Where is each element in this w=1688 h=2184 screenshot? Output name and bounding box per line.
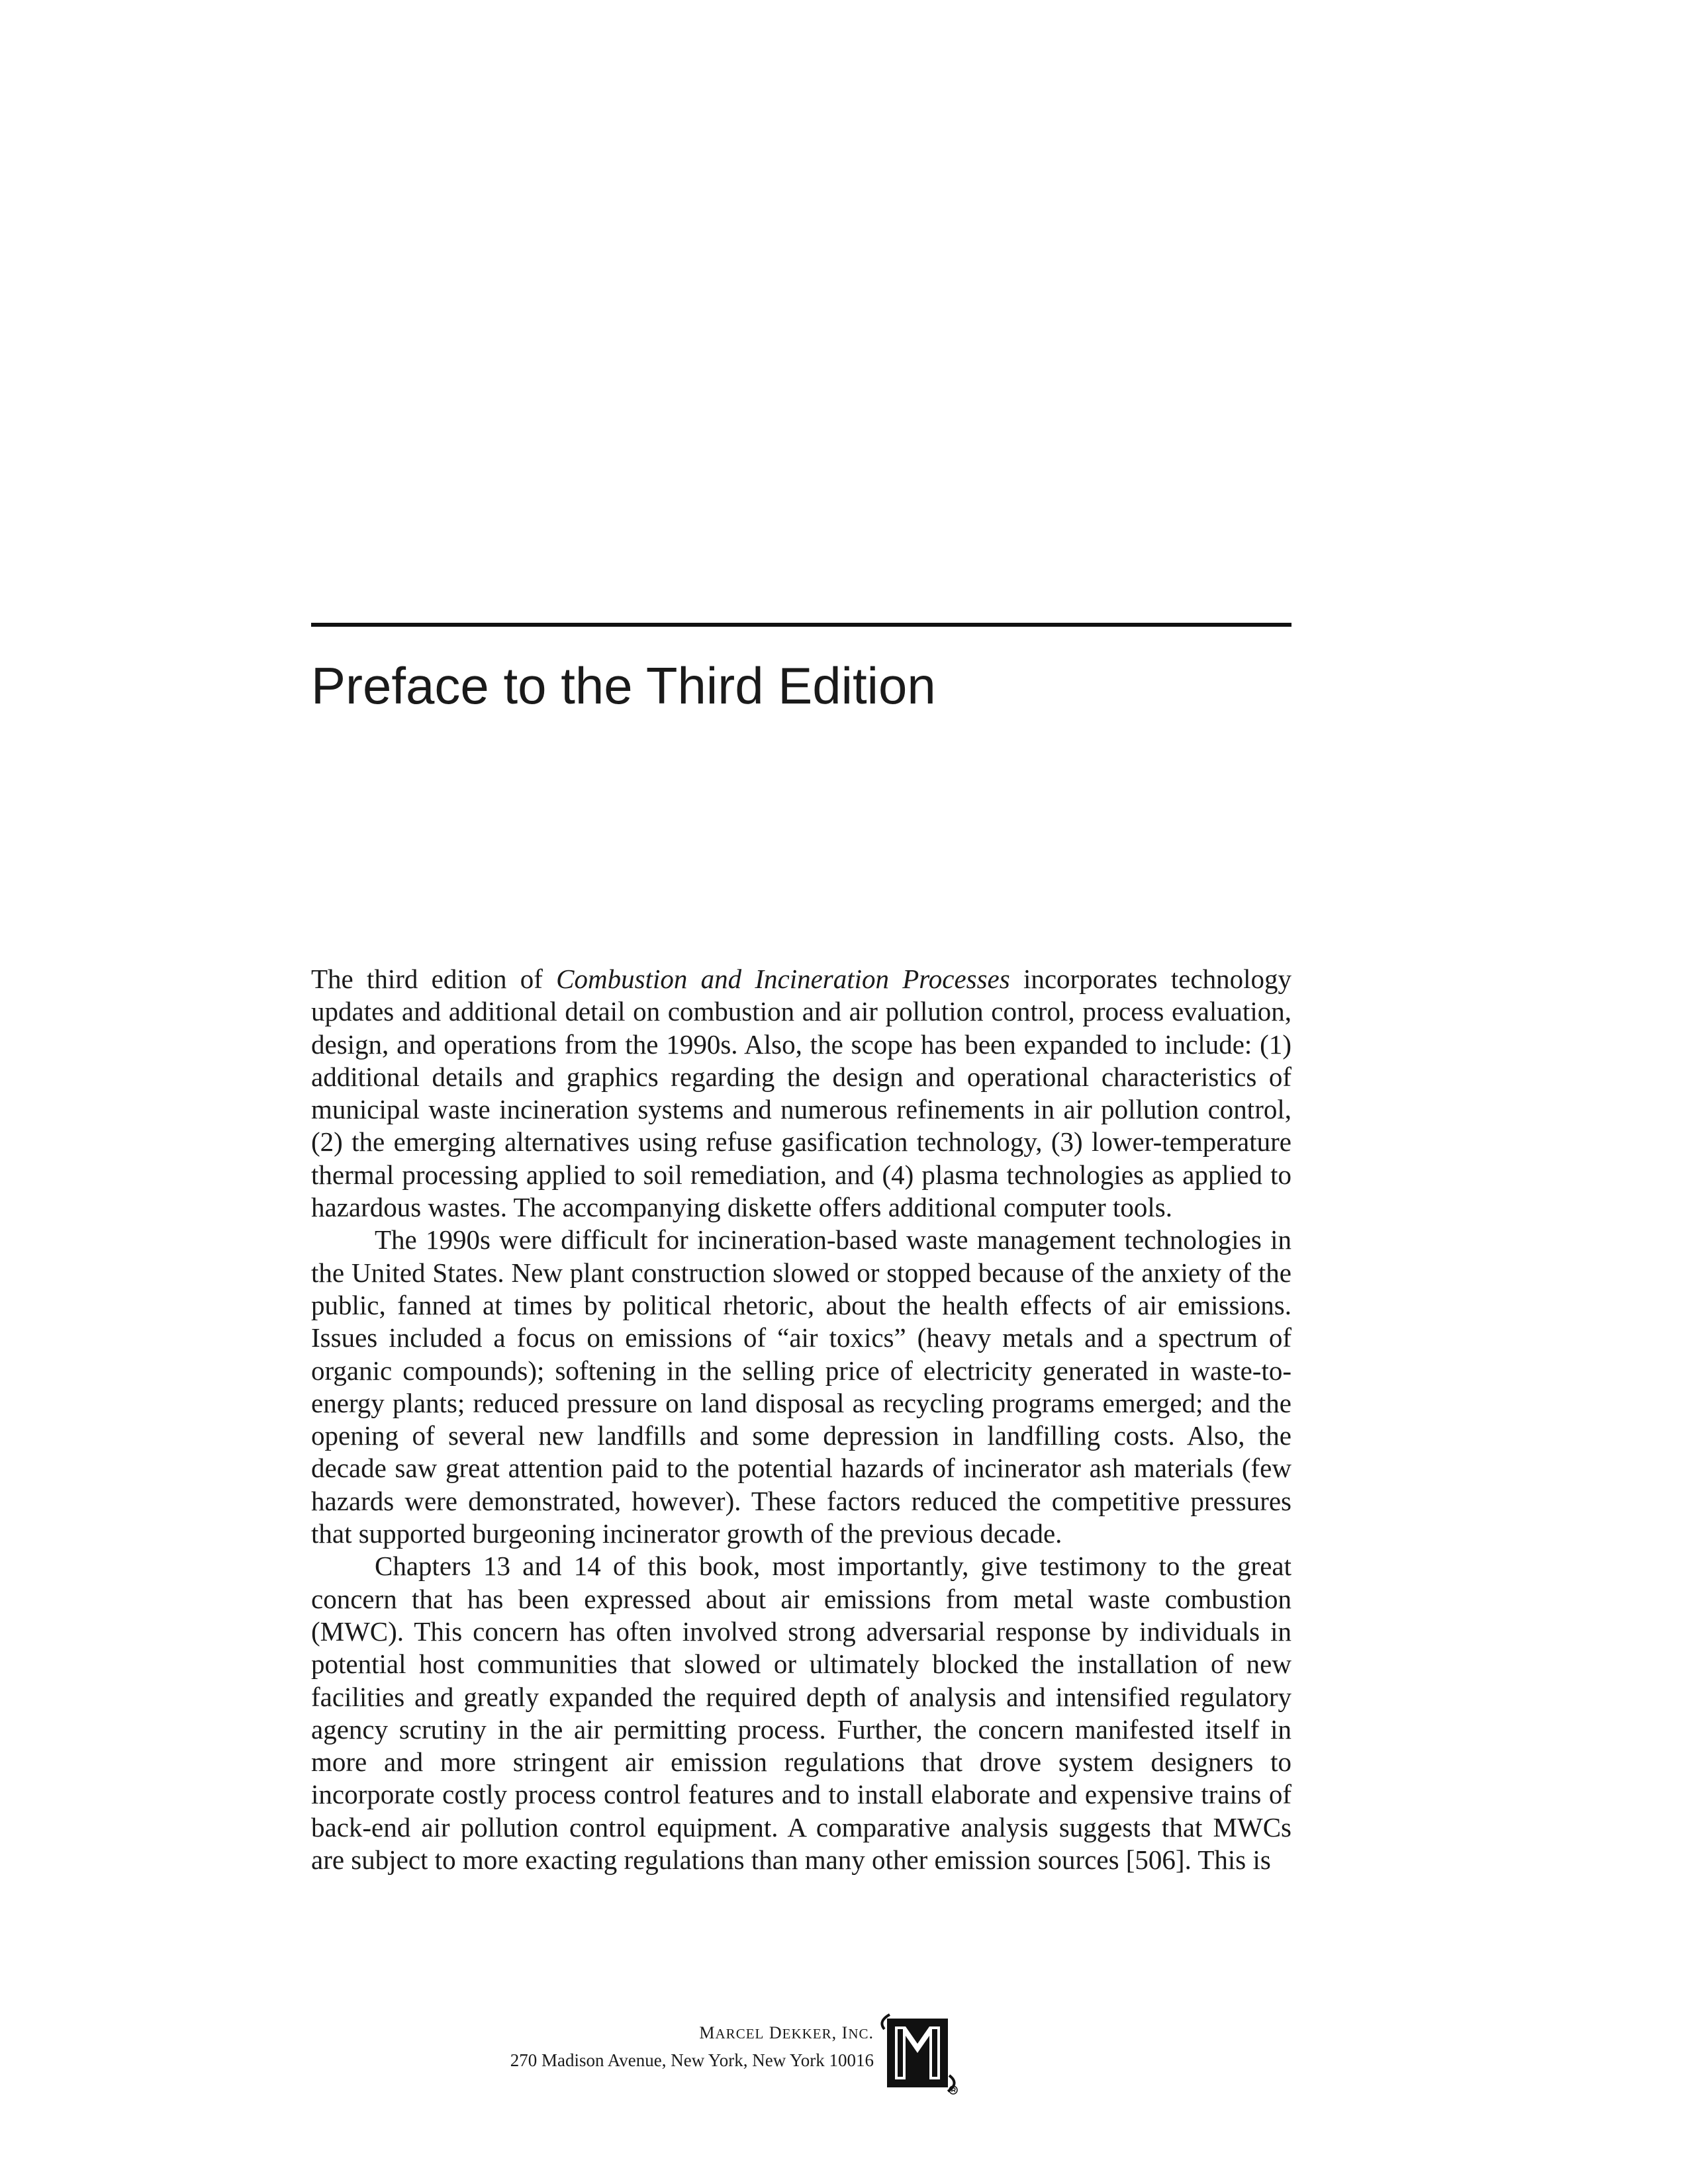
paragraph-2: The 1990s were difficult for incineration-based waste management technologies in the United States. New plant construction slowed or stopped because of the anxiety of the public, fanned at times by political rhetoric, about the health effects of air emissions. Issues included a focus on emissions of “air toxics” (heavy metals and a spectrum of organic compounds); softening in the selling price of electricity generated in waste-to-energy plants; reduced pressure on land disposal as recycling programs emerged; and the opening of several new landfills and some depression in landfilling costs. Also, the decade saw great attention paid to the potential hazards of incinerator ash materials (few hazards were demonstrated, however). These factors reduced the competitive pressures that supported burgeoning incinerator growth of the previous decade. [311, 1224, 1291, 1549]
paragraph-3: Chapters 13 and 14 of this book, most importantly, give testimony to the great concern that has been expressed about air emissions from metal waste combustion (MWC). This concern has often involved strong adversarial response by individuals in potential host communities that slowed or ultimately blocked the installation of new facilities and greatly expanded the required depth of analysis and intensified regulatory agency scrutiny in the air permitting process. Further, the concern manifested itself in more and more stringent air emission regulations that drove system designers to incorporate costly process control features and to install elaborate and expensive trains of back-end air pollution control equipment. A comparative analysis suggests that MWCs are subject to more exacting regulations than many other emission sources [506]. This is [311, 1551, 1291, 1876]
publisher-footer [463, 2020, 874, 2099]
publisher-name: MARCEL DEKKER, INC. [699, 2023, 874, 2042]
body-text [311, 963, 1291, 1876]
book-title: Combustion and Incineration Processes [556, 964, 1010, 994]
chapter-title: Preface to the Third Edition [311, 657, 936, 715]
marcel-dekker-logo-icon [875, 2009, 961, 2095]
publisher-imprint [510, 2020, 874, 2073]
paragraph-1 [311, 963, 1291, 1224]
paragraph-1-rest: incorporates technology updates and additional detail on combustion and air pollution control, process evaluation, design, and operations from the 1990s. Also, the scope has been expanded to include: (1) additional details and graphics regarding the design and operational characteristics of municipal waste incineration systems and numerous refinements in air pollution control, (2) the emerging alternatives using refuse gasification technology, (3) lower-temperature thermal processing applied to soil remediation, and (4) plasma technologies as applied to hazardous wastes. The accompanying diskette offers additional computer tools. [311, 964, 1291, 1223]
title-rule [311, 623, 1291, 627]
publisher-address: 270 Madison Avenue, New York, New York 10016 [510, 2050, 874, 2070]
paragraph-1-intro: The third edition of [311, 964, 557, 994]
